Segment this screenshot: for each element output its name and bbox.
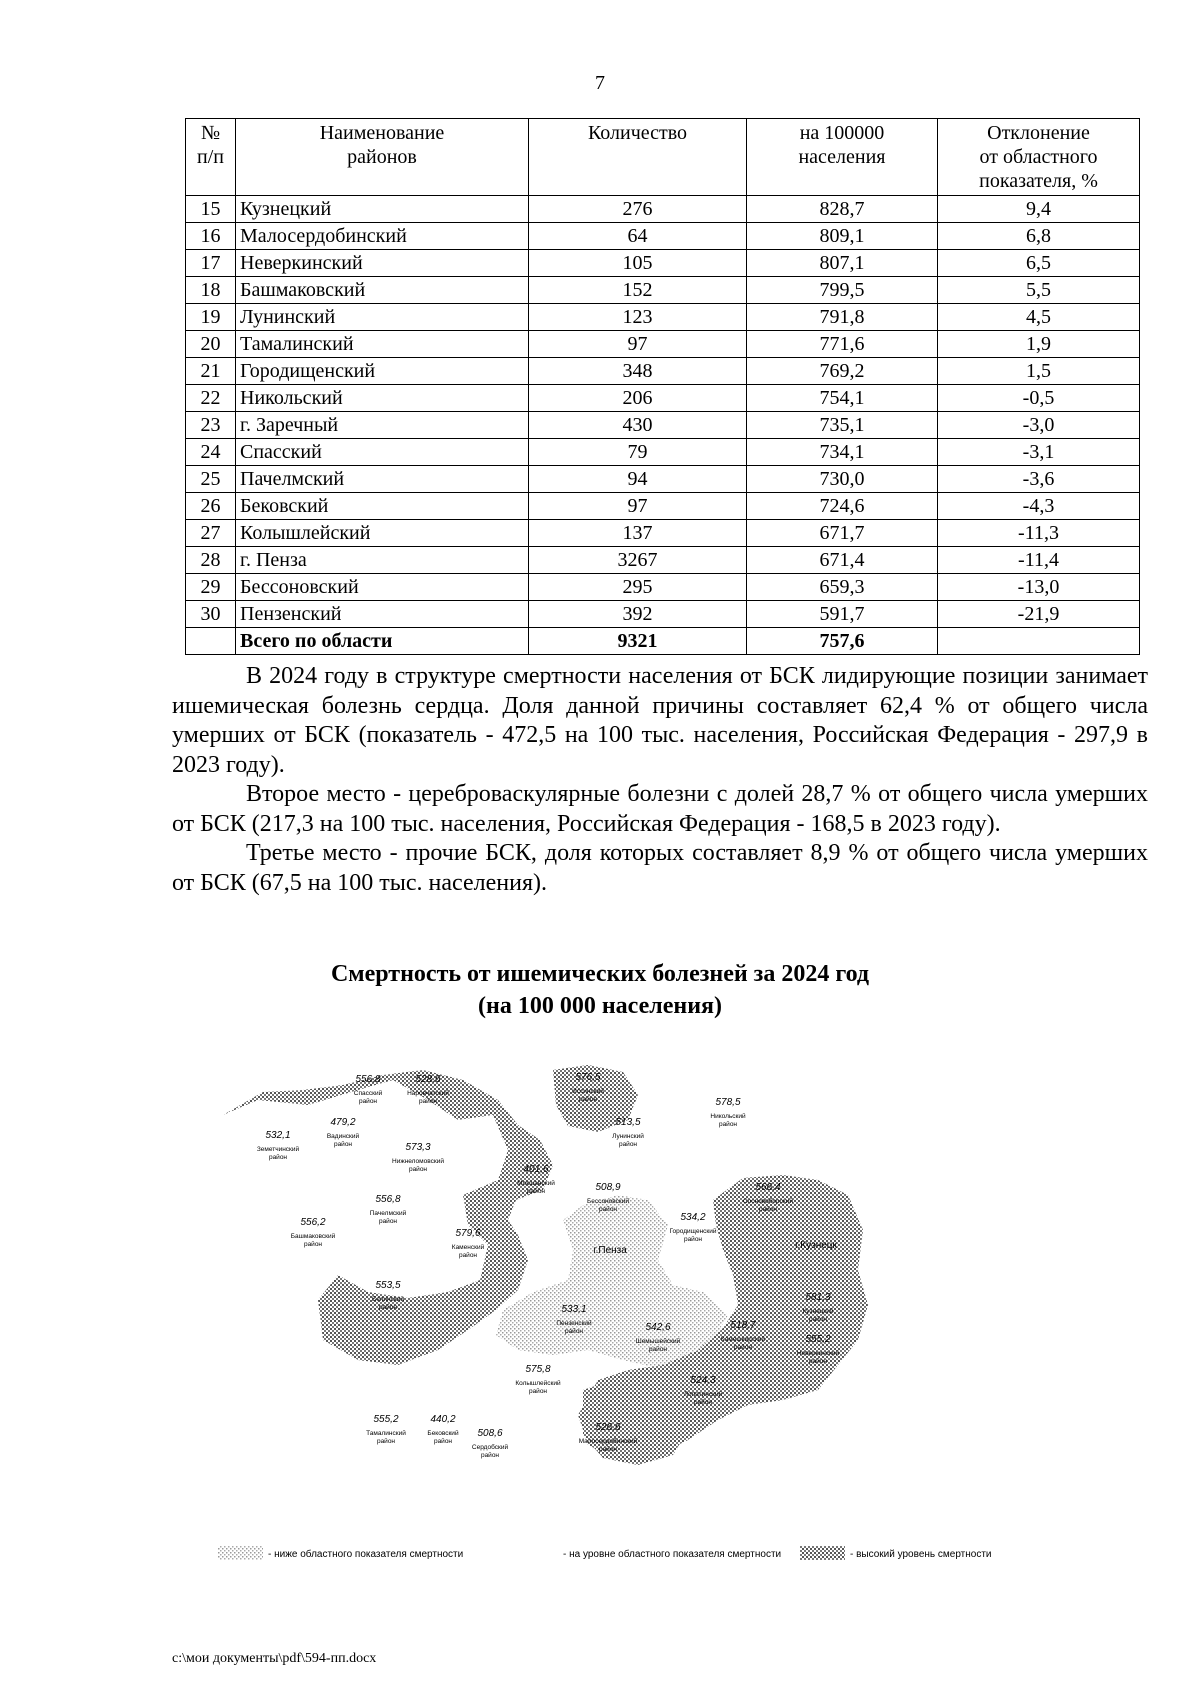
district-name: район [528, 1388, 548, 1395]
row-deviation: -11,4 [938, 547, 1140, 574]
district-name: Спасский [353, 1090, 383, 1097]
row-per100k: 791,8 [747, 304, 938, 331]
row-district-name: Городищенский [236, 358, 529, 385]
district-name: район [618, 1141, 638, 1148]
row-num: 19 [186, 304, 236, 331]
row-num: 22 [186, 385, 236, 412]
district-label [472, 1428, 509, 1459]
district-name: Городищенский [669, 1228, 717, 1235]
row-district-name: Бековский [236, 493, 529, 520]
row-deviation: -21,9 [938, 601, 1140, 628]
district-name: Шемышейский [635, 1338, 681, 1345]
paragraph: В 2024 году в структуре смертности населения от БСК лидирующие позиции занимает ишемическая болезнь сердца. Доля данной причины составляет 62,4 % от общего числа умерших от БСК (показатель - 472,5 на 100 тыс. населения, Российская Федерация - 297,9 в 2023 году). [172, 663, 1148, 778]
district-name: Кузнецкий [802, 1308, 834, 1315]
row-district-name: Неверкинский [236, 250, 529, 277]
row-district-name: Спасский [236, 439, 529, 466]
district-label [366, 1414, 406, 1445]
row-num: 29 [186, 574, 236, 601]
district-value: 576,5 [575, 1072, 601, 1083]
table-row [186, 574, 1140, 601]
district-name: район [683, 1236, 703, 1243]
row-deviation: -3,6 [938, 466, 1140, 493]
row-per100k: 799,5 [747, 277, 938, 304]
table-row [186, 439, 1140, 466]
table-row [186, 601, 1140, 628]
row-district-name: Тамалинский [236, 331, 529, 358]
district-value: 508,6 [477, 1428, 503, 1439]
row-district-name: г. Пенза [236, 547, 529, 574]
district-value: 555,2 [373, 1414, 399, 1425]
table-row [186, 520, 1140, 547]
row-deviation: 6,5 [938, 250, 1140, 277]
row-num: 26 [186, 493, 236, 520]
row-num: 27 [186, 520, 236, 547]
row-deviation: 4,5 [938, 304, 1140, 331]
row-count: 276 [529, 196, 747, 223]
district-label [710, 1097, 746, 1128]
header-count: Количество [529, 119, 747, 196]
district-name: район [433, 1438, 453, 1445]
district-value: 553,5 [375, 1280, 401, 1291]
total-count: 9321 [529, 628, 747, 655]
row-num: 15 [186, 196, 236, 223]
district-name: Камешкирский [720, 1336, 766, 1343]
total-num [186, 628, 236, 655]
district-value: 524,3 [690, 1375, 716, 1386]
row-count: 123 [529, 304, 747, 331]
row-per100k: 828,7 [747, 196, 938, 223]
district-value: 575,8 [525, 1364, 551, 1375]
row-district-name: Пензенский [236, 601, 529, 628]
district-name: район [268, 1154, 288, 1161]
district-label [392, 1142, 444, 1173]
body-text [172, 662, 1148, 898]
row-per100k: 730,0 [747, 466, 938, 493]
district-name: район [526, 1188, 546, 1195]
district-value: 518,7 [730, 1320, 756, 1331]
row-per100k: 724,6 [747, 493, 938, 520]
district-value: 555,2 [805, 1334, 831, 1345]
map-legend [218, 1546, 992, 1560]
district-name: район [358, 1098, 378, 1105]
district-name: Малосердобинский [578, 1438, 638, 1445]
district-name: Лунинский [612, 1133, 644, 1140]
row-district-name: Колышлейский [236, 520, 529, 547]
district-name: Белинский [371, 1296, 405, 1303]
table-row [186, 196, 1140, 223]
row-district-name: Пачелмский [236, 466, 529, 493]
district-name: район [378, 1304, 398, 1311]
district-name: район [578, 1096, 598, 1103]
row-deviation: -3,0 [938, 412, 1140, 439]
district-name: Пензенский [556, 1320, 592, 1327]
legend-label-same: - на уровне областного показателя смертности [563, 1549, 782, 1560]
row-num: 20 [186, 331, 236, 358]
district-name: Наровчатский [407, 1090, 449, 1097]
row-count: 97 [529, 331, 747, 358]
district-name: Пачелмский [369, 1210, 407, 1217]
district-name: район [808, 1358, 828, 1365]
row-num: 28 [186, 547, 236, 574]
row-count: 64 [529, 223, 747, 250]
header-per100k: на 100000 населения [747, 119, 938, 196]
row-deviation: 5,5 [938, 277, 1140, 304]
paragraph: Второе место - цереброваскулярные болезни с долей 28,7 % от общего числа умерших от БСК (217,3 на 100 тыс. населения, Российская Федерация - 168,5 в 2023 году). [172, 781, 1148, 837]
row-num: 23 [186, 412, 236, 439]
table-row [186, 223, 1140, 250]
row-deviation: 9,4 [938, 196, 1140, 223]
table-header-row [186, 119, 1140, 196]
row-district-name: Лунинский [236, 304, 529, 331]
row-per100k: 769,2 [747, 358, 938, 385]
total-deviation [938, 628, 1140, 655]
district-name: Башмаковский [290, 1233, 336, 1240]
district-label [795, 1240, 837, 1251]
row-per100k: 807,1 [747, 250, 938, 277]
district-name: Вадинский [326, 1133, 360, 1140]
row-district-name: Никольский [236, 385, 529, 412]
legend-swatch-high [800, 1546, 845, 1560]
row-count: 152 [529, 277, 747, 304]
legend-swatch-low [218, 1546, 263, 1560]
row-per100k: 671,7 [747, 520, 938, 547]
district-label [327, 1117, 360, 1148]
district-label [291, 1217, 336, 1248]
header-name: Наименование районов [236, 119, 529, 196]
district-name: Каменский [451, 1244, 485, 1251]
row-district-name: Бессоновский [236, 574, 529, 601]
map-title-line2: (на 100 000 населения) [478, 993, 722, 1019]
district-name: район [598, 1446, 618, 1453]
legend-label-high: - высокий уровень смертности [850, 1549, 992, 1560]
districts-table [185, 118, 1140, 655]
district-name: Сосновоборский [742, 1198, 794, 1205]
row-deviation: 6,8 [938, 223, 1140, 250]
district-name: Бессоновский [586, 1198, 630, 1205]
row-deviation: -0,5 [938, 385, 1140, 412]
district-label [452, 1228, 485, 1259]
district-name: Иссинский [572, 1088, 604, 1095]
district-name: Сердобский [471, 1444, 509, 1451]
row-count: 137 [529, 520, 747, 547]
district-value: 440,2 [430, 1414, 456, 1425]
table-body [186, 196, 1140, 655]
row-count: 97 [529, 493, 747, 520]
district-name: район [458, 1252, 478, 1259]
row-count: 79 [529, 439, 747, 466]
district-value: 542,6 [645, 1322, 671, 1333]
row-num: 18 [186, 277, 236, 304]
district-name: Колышлейский [515, 1380, 561, 1387]
row-per100k: 754,1 [747, 385, 938, 412]
district-name: Земетчинский [256, 1146, 300, 1153]
district-name: район [303, 1241, 323, 1248]
district-label [354, 1074, 383, 1105]
district-value: 526,6 [595, 1422, 621, 1433]
district-value: 508,9 [595, 1182, 621, 1193]
district-name: Лопатинский [683, 1391, 723, 1398]
header-deviation: Отклонение от областного показателя, % [938, 119, 1140, 196]
district-name: район [408, 1166, 428, 1173]
district-value: 578,5 [715, 1097, 741, 1108]
row-per100k: 771,6 [747, 331, 938, 358]
row-per100k: 735,1 [747, 412, 938, 439]
row-district-name: Башмаковский [236, 277, 529, 304]
district-name: Бековский [427, 1430, 459, 1437]
district-name: район [378, 1218, 398, 1225]
table-total-row [186, 628, 1140, 655]
district-name: район [693, 1399, 713, 1406]
table-row [186, 277, 1140, 304]
district-name: район [733, 1344, 753, 1351]
row-deviation: -13,0 [938, 574, 1140, 601]
table-row [186, 331, 1140, 358]
row-count: 3267 [529, 547, 747, 574]
district-value: 579,6 [455, 1228, 481, 1239]
map-title-line1: Смертность от ишемических болезней за 2024 год [330, 961, 870, 987]
district-label [593, 1245, 627, 1256]
district-value: 513,5 [615, 1117, 641, 1128]
district-name: Тамалинский [366, 1430, 406, 1437]
district-name: Нижнеломовский [392, 1158, 444, 1165]
district-value: 556,2 [300, 1217, 326, 1228]
district-name: Неверкинский [796, 1350, 840, 1357]
table-row [186, 358, 1140, 385]
district-map [218, 1060, 1118, 1588]
district-value: 532,1 [265, 1130, 291, 1141]
district-label [612, 1117, 644, 1148]
row-num: 21 [186, 358, 236, 385]
row-count: 105 [529, 250, 747, 277]
table-row [186, 304, 1140, 331]
district-name: район [480, 1452, 500, 1459]
total-per100k: 757,6 [747, 628, 938, 655]
table-row [186, 547, 1140, 574]
legend-label-low: - ниже областного показателя смертности [268, 1549, 464, 1560]
row-district-name: г. Заречный [236, 412, 529, 439]
district-name: район [718, 1121, 738, 1128]
district-name: район [808, 1316, 828, 1323]
district-value: 573,3 [405, 1142, 431, 1153]
district-name: район [564, 1328, 584, 1335]
row-per100k: 591,7 [747, 601, 938, 628]
row-count: 430 [529, 412, 747, 439]
district-label [257, 1130, 300, 1161]
district-name: район [376, 1438, 396, 1445]
district-value: 533,1 [561, 1304, 587, 1315]
district-name: г.Пенза [593, 1245, 627, 1256]
row-per100k: 734,1 [747, 439, 938, 466]
district-value: 401,6 [523, 1164, 549, 1175]
row-count: 94 [529, 466, 747, 493]
row-deviation: 1,9 [938, 331, 1140, 358]
table-row [186, 466, 1140, 493]
district-name: Никольский [710, 1113, 746, 1120]
district-name: район [333, 1141, 353, 1148]
table-row [186, 493, 1140, 520]
district-label [370, 1194, 407, 1225]
district-value: 556,8 [375, 1194, 401, 1205]
district-value: 556,8 [355, 1074, 381, 1085]
district-name: район [758, 1206, 778, 1213]
paragraph: Третье место - прочие БСК, доля которых составляет 8,9 % от общего числа умерших от БСК (67,5 на 100 тыс. населения). [172, 840, 1148, 896]
row-count: 295 [529, 574, 747, 601]
row-count: 206 [529, 385, 747, 412]
footer-file-path: c:\мои документы\pdf\594-пп.docx [172, 1651, 377, 1666]
row-per100k: 659,3 [747, 574, 938, 601]
row-num: 30 [186, 601, 236, 628]
district-label [669, 1212, 716, 1243]
district-value: 566,4 [755, 1182, 781, 1193]
row-deviation: -3,1 [938, 439, 1140, 466]
map-regions [223, 1065, 868, 1465]
district-value: 479,2 [330, 1117, 356, 1128]
row-deviation: -4,3 [938, 493, 1140, 520]
row-per100k: 671,4 [747, 547, 938, 574]
district-name: г.Кузнецк [795, 1240, 837, 1251]
district-name: Мокшанский [517, 1180, 555, 1187]
map-title [0, 958, 1200, 1022]
row-per100k: 809,1 [747, 223, 938, 250]
table-row [186, 412, 1140, 439]
district-name: район [598, 1206, 618, 1213]
row-num: 17 [186, 250, 236, 277]
row-num: 24 [186, 439, 236, 466]
district-value: 534,2 [680, 1212, 706, 1223]
page-number: 7 [595, 72, 605, 94]
row-deviation: 1,5 [938, 358, 1140, 385]
table-row [186, 385, 1140, 412]
row-district-name: Кузнецкий [236, 196, 529, 223]
row-num: 25 [186, 466, 236, 493]
district-label [515, 1364, 561, 1395]
district-name: район [418, 1098, 438, 1105]
district-label [427, 1414, 459, 1445]
district-map-svg [218, 1060, 1118, 1588]
row-count: 392 [529, 601, 747, 628]
total-label: Всего по области [236, 628, 529, 655]
header-num: № п/п [186, 119, 236, 196]
table-row [186, 250, 1140, 277]
row-district-name: Малосердобинский [236, 223, 529, 250]
row-deviation: -11,3 [938, 520, 1140, 547]
district-value: 528,6 [415, 1074, 441, 1085]
row-count: 348 [529, 358, 747, 385]
district-name: район [648, 1346, 668, 1353]
district-value: 581,3 [805, 1292, 831, 1303]
row-num: 16 [186, 223, 236, 250]
